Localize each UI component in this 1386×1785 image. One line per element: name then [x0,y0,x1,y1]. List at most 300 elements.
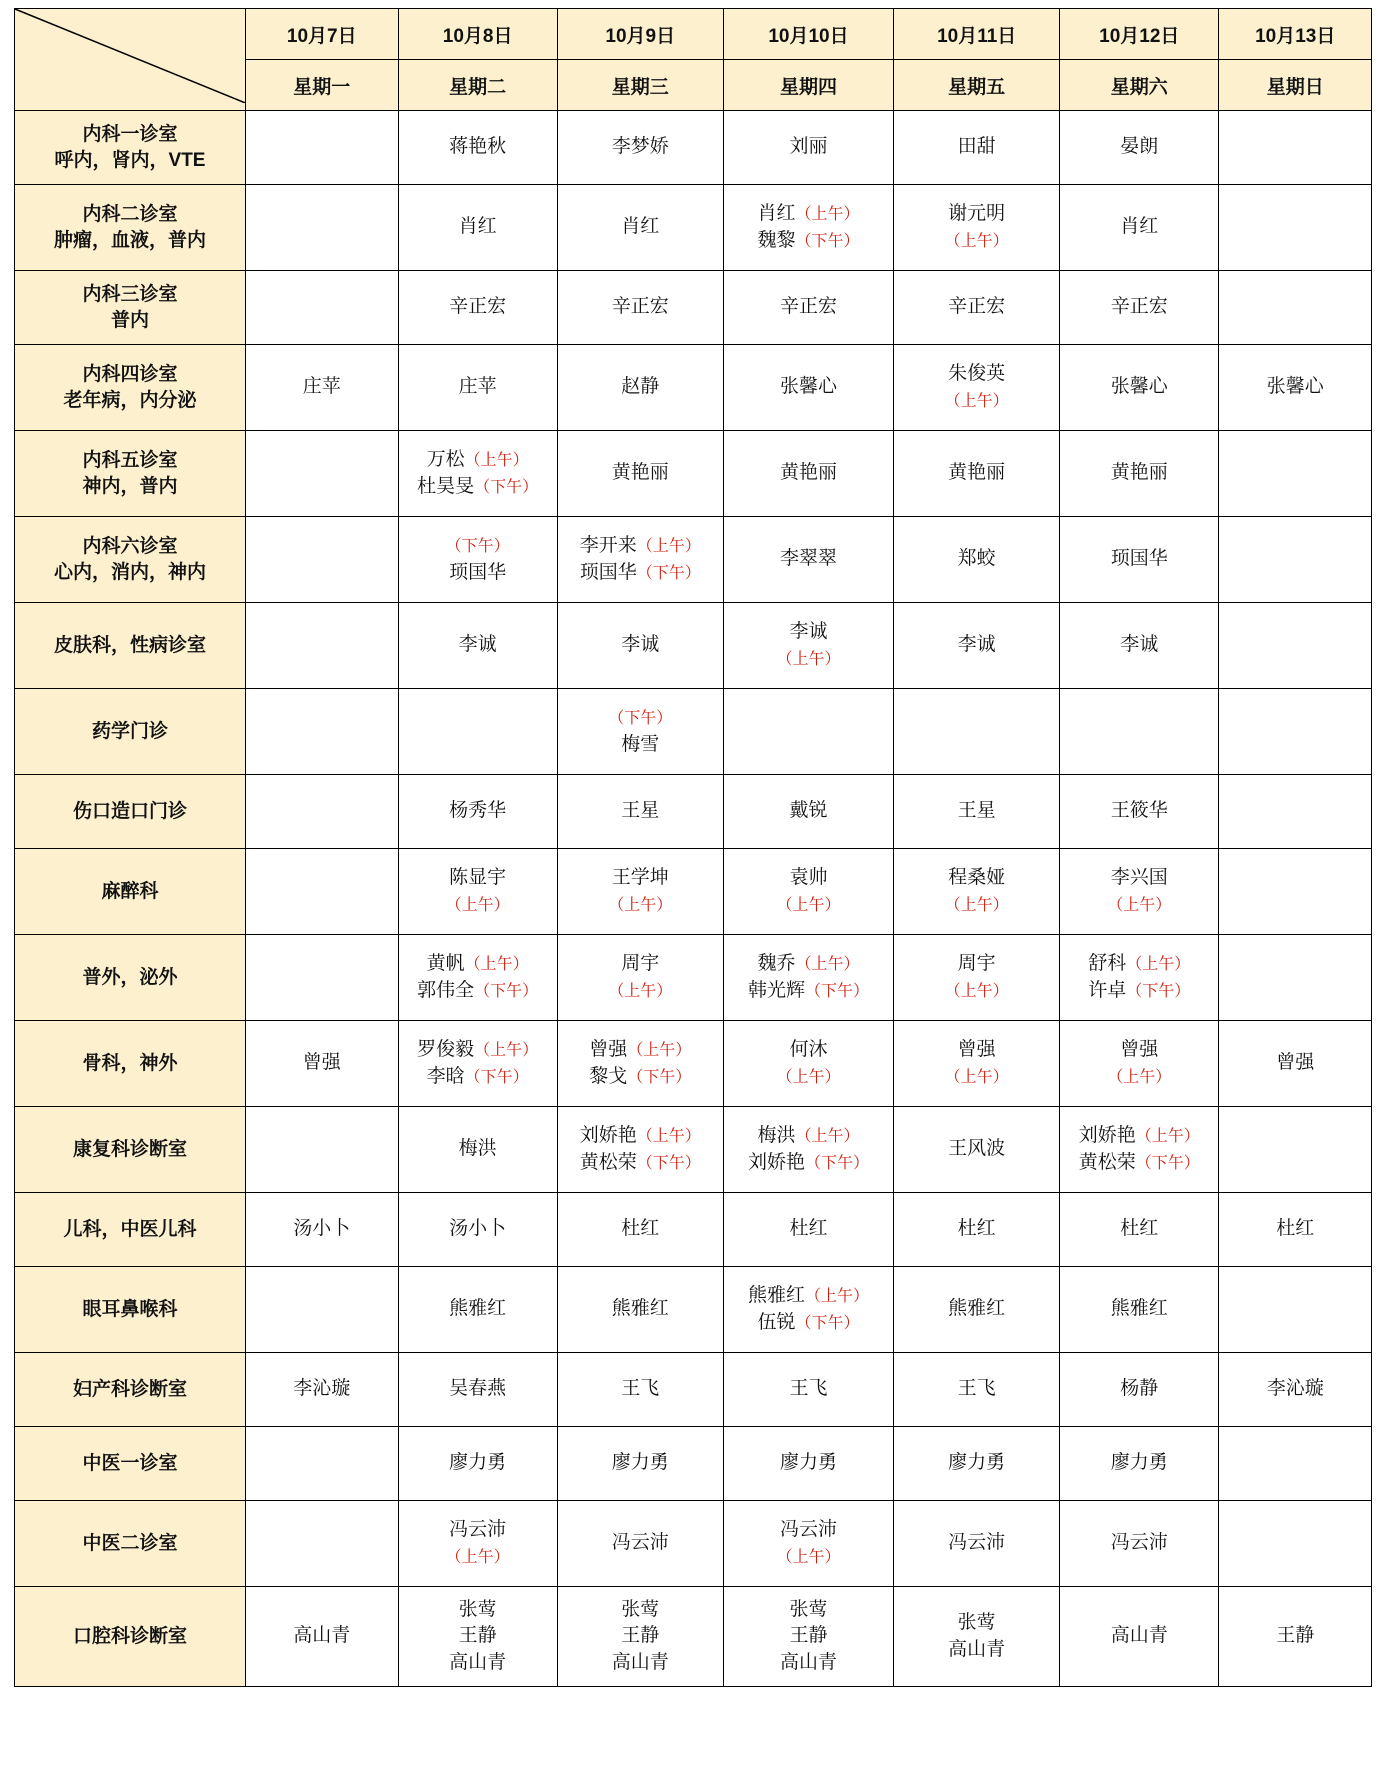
schedule-cell-r12-d5[interactable] [894,1021,1060,1107]
schedule-cell-r3-d1[interactable] [246,271,399,345]
diagonal-divider-line [15,9,245,103]
table-row [15,1193,1372,1267]
doctor-name: 李沁璇 [1266,1378,1324,1400]
schedule-cell-r12-d1[interactable] [246,1021,399,1107]
doctor-name: 许卓 [1088,979,1127,1001]
schedule-cell-r4-d3[interactable] [557,345,723,431]
schedule-cell-r11-d4[interactable] [723,935,893,1021]
schedule-entry [896,201,1057,227]
schedule-cell-r5-d1[interactable] [246,431,399,517]
schedule-cell-r7-d3[interactable] [557,603,723,689]
doctor-name: 梅洪 [757,1125,796,1147]
doctor-name: 李诚 [458,634,497,656]
schedule-cell-r7-d1[interactable] [246,603,399,689]
schedule-cell-r19-d7[interactable] [1219,1587,1372,1687]
doctor-name: 戴锐 [789,800,828,822]
schedule-cell-r3-d6[interactable] [1060,271,1219,345]
doctor-name: 肖红 [621,216,660,238]
header-weekday-7: 星期日 [1219,60,1372,111]
schedule-cell-r5-d5[interactable] [894,431,1060,517]
room-label-line2: 神内，普内 [82,475,178,497]
schedule-cell-r10-d4[interactable] [723,849,893,935]
schedule-cell-r14-d5[interactable] [894,1193,1060,1267]
doctor-name: 梅雪 [621,733,660,755]
schedule-cell-r9-d4[interactable] [723,775,893,849]
schedule-cell-r15-d3[interactable] [557,1267,723,1353]
morning-tag: （上午） [608,896,673,914]
schedule-cell-r16-d2[interactable] [398,1353,557,1427]
doctor-name: 曾强 [589,1039,628,1061]
doctor-name: 王风波 [948,1138,1006,1160]
doctor-name: 郑蛟 [957,548,996,570]
doctor-name: 熊雅红 [611,1298,669,1320]
schedule-cell-r9-d3[interactable] [557,775,723,849]
schedule-cell-r11-d5[interactable] [894,935,1060,1021]
morning-tag: （上午） [776,1548,841,1566]
doctor-name: 田甜 [957,136,996,158]
schedule-cell-r12-d4[interactable] [723,1021,893,1107]
schedule-cell-r10-d3[interactable] [557,849,723,935]
schedule-entry [726,294,891,320]
schedule-cell-r13-d4[interactable] [723,1107,893,1193]
schedule-entry [726,1450,891,1476]
schedule-entry [1062,1216,1216,1242]
schedule-cell-r11-d3[interactable] [557,935,723,1021]
doctor-name: 冯云沛 [948,1532,1006,1554]
table-row [15,935,1372,1021]
schedule-cell-r19-d1[interactable] [246,1587,399,1687]
doctor-name: 何沐 [789,1039,828,1061]
afternoon-tag: （下午） [1135,1154,1200,1172]
schedule-cell-r10-d2[interactable] [398,849,557,935]
schedule-entry [896,892,1057,918]
schedule-entry [401,374,555,400]
schedule-cell-r19-d5[interactable] [894,1587,1060,1687]
room-label-line1: 麻醉科 [101,880,159,902]
afternoon-tag: （下午） [627,1068,692,1086]
schedule-entry [1062,1150,1216,1176]
header-date-5: 10月11日 [894,9,1060,60]
schedule-entry [896,1637,1057,1663]
schedule-entry [1062,978,1216,1004]
schedule-entry [1062,1450,1216,1476]
schedule-cell-r5-d6[interactable] [1060,431,1219,517]
schedule-entry [896,632,1057,658]
schedule-cell-r16-d7[interactable] [1219,1353,1372,1427]
schedule-entry [560,865,721,891]
schedule-entry [1062,294,1216,320]
afternoon-tag: （下午） [608,710,673,728]
schedule-entry [896,951,1057,977]
schedule-cell-r4-d1[interactable] [246,345,399,431]
doctor-name: 陈显宇 [449,867,507,889]
schedule-cell-r9-d2[interactable] [398,775,557,849]
schedule-cell-r11-d2[interactable] [398,935,557,1021]
room-label-line1: 口腔科诊断室 [73,1625,188,1647]
schedule-entry [726,1216,891,1242]
schedule-cell-r5-d4[interactable] [723,431,893,517]
schedule-cell-r18-d7[interactable] [1219,1501,1372,1587]
schedule-entry [1221,374,1369,400]
afternoon-tag: （下午） [474,982,539,1000]
schedule-entry [401,1597,555,1623]
schedule-entry [401,1544,555,1570]
schedule-entry [896,1064,1057,1090]
schedule-cell-r17-d6[interactable] [1060,1427,1219,1501]
schedule-cell-r9-d1[interactable] [246,775,399,849]
doctor-name: 李晗 [426,1065,465,1087]
schedule-cell-r3-d7[interactable] [1219,271,1372,345]
schedule-entry [560,134,721,160]
schedule-entry [1062,892,1216,918]
doctor-name: 冯云沛 [779,1519,837,1541]
schedule-cell-r3-d4[interactable] [723,271,893,345]
doctor-name: 辛正宏 [779,296,837,318]
schedule-cell-r16-d3[interactable] [557,1353,723,1427]
schedule-cell-r15-d6[interactable] [1060,1267,1219,1353]
schedule-cell-r4-d5[interactable] [894,345,1060,431]
schedule-cell-r14-d3[interactable] [557,1193,723,1267]
doctor-name: 黄松荣 [579,1151,637,1173]
schedule-cell-r6-d7[interactable] [1219,517,1372,603]
doctor-name: 刘娇艳 [579,1125,637,1147]
table-row [15,1587,1372,1687]
schedule-cell-r18-d6[interactable] [1060,1501,1219,1587]
schedule-entry [896,1136,1057,1162]
schedule-cell-r1-d1[interactable] [246,111,399,185]
doctor-name: 韩光辉 [747,979,805,1001]
doctor-name: 刘娇艳 [1078,1125,1136,1147]
schedule-cell-r13-d7[interactable] [1219,1107,1372,1193]
schedule-cell-r2-d2[interactable] [398,185,557,271]
schedule-cell-r10-d6[interactable] [1060,849,1219,935]
room-label-line2: 老年病，内分泌 [63,389,197,411]
schedule-entry [560,374,721,400]
room-label-line2: 普内 [111,309,150,331]
doctor-name: 顼国华 [1110,548,1168,570]
schedule-entry [896,1037,1057,1063]
schedule-cell-r7-d4[interactable] [723,603,893,689]
doctor-name: 高山青 [1110,1625,1168,1647]
doctor-name: 黄艳丽 [611,462,669,484]
schedule-cell-r6-d6[interactable] [1060,517,1219,603]
schedule-cell-r1-d3[interactable] [557,111,723,185]
doctor-name: 汤小卜 [293,1218,351,1240]
doctor-name: 王飞 [957,1378,996,1400]
table-row [15,1021,1372,1107]
schedule-cell-r13-d6[interactable] [1060,1107,1219,1193]
schedule-cell-r17-d7[interactable] [1219,1427,1372,1501]
schedule-cell-r19-d6[interactable] [1060,1587,1219,1687]
doctor-name: 高山青 [779,1651,837,1673]
room-label-line1: 内科五诊室 [82,449,178,471]
doctor-name: 冯云沛 [449,1519,507,1541]
afternoon-tag: （下午） [795,1314,860,1332]
schedule-entry [560,705,721,731]
schedule-entry [726,1376,891,1402]
schedule-cell-r12-d7[interactable] [1219,1021,1372,1107]
room-label-10 [15,849,246,935]
room-label-line1: 中医一诊室 [82,1452,178,1474]
schedule-entry [1062,1123,1216,1149]
outpatient-schedule-table [14,8,1372,1687]
schedule-entry [401,1517,555,1543]
schedule-cell-r9-d7[interactable] [1219,775,1372,849]
schedule-cell-r8-d2[interactable] [398,689,557,775]
schedule-entry [1062,632,1216,658]
schedule-entry [896,1610,1057,1636]
schedule-cell-r4-d7[interactable] [1219,345,1372,431]
doctor-name: 王学坤 [611,867,669,889]
schedule-cell-r15-d1[interactable] [246,1267,399,1353]
schedule-entry [1221,1050,1369,1076]
doctor-name: 程桑娅 [948,867,1006,889]
schedule-cell-r10-d7[interactable] [1219,849,1372,935]
schedule-cell-r18-d2[interactable] [398,1501,557,1587]
schedule-cell-r5-d2[interactable] [398,431,557,517]
room-label-line2: 呼内，肾内，VTE [54,149,206,171]
schedule-cell-r7-d2[interactable] [398,603,557,689]
table-row [15,1267,1372,1353]
schedule-cell-r17-d1[interactable] [246,1427,399,1501]
afternoon-tag: （下午） [1126,982,1191,1000]
schedule-entry [1062,865,1216,891]
schedule-cell-r2-d1[interactable] [246,185,399,271]
schedule-cell-r1-d6[interactable] [1060,111,1219,185]
doctor-name: 廖力勇 [1110,1452,1168,1474]
doctor-name: 曾强 [1120,1039,1159,1061]
doctor-name: 曾强 [302,1052,341,1074]
room-label-1 [15,111,246,185]
schedule-entry [726,1650,891,1676]
schedule-cell-r13-d3[interactable] [557,1107,723,1193]
schedule-cell-r7-d6[interactable] [1060,603,1219,689]
table-row [15,849,1372,935]
schedule-entry [560,1376,721,1402]
doctor-name: 李梦娇 [611,136,669,158]
schedule-entry [560,294,721,320]
schedule-cell-r7-d7[interactable] [1219,603,1372,689]
schedule-cell-r2-d7[interactable] [1219,185,1372,271]
doctor-name: 周宇 [957,953,996,975]
schedule-cell-r8-d4[interactable] [723,689,893,775]
schedule-cell-r16-d4[interactable] [723,1353,893,1427]
schedule-cell-r2-d5[interactable] [894,185,1060,271]
schedule-cell-r1-d2[interactable] [398,111,557,185]
schedule-cell-r8-d6[interactable] [1060,689,1219,775]
schedule-cell-r17-d2[interactable] [398,1427,557,1501]
header-date-6: 10月12日 [1060,9,1219,60]
doctor-name: 杨静 [1120,1378,1159,1400]
schedule-cell-r2-d3[interactable] [557,185,723,271]
schedule-cell-r16-d5[interactable] [894,1353,1060,1427]
schedule-cell-r16-d1[interactable] [246,1353,399,1427]
schedule-cell-r13-d1[interactable] [246,1107,399,1193]
schedule-entry [726,1597,891,1623]
table-row [15,185,1372,271]
schedule-cell-r4-d6[interactable] [1060,345,1219,431]
room-label-line1: 内科二诊室 [82,203,178,225]
schedule-cell-r14-d7[interactable] [1219,1193,1372,1267]
schedule-cell-r8-d3[interactable] [557,689,723,775]
header-date-2: 10月8日 [398,9,557,60]
doctor-name: 熊雅红 [449,1298,507,1320]
room-label-4 [15,345,246,431]
room-label-line1: 康复科诊断室 [73,1138,188,1160]
schedule-cell-r11-d7[interactable] [1219,935,1372,1021]
schedule-cell-r8-d7[interactable] [1219,689,1372,775]
doctor-name: 王静 [1276,1625,1315,1647]
afternoon-tag: （下午） [804,1154,869,1172]
schedule-cell-r2-d4[interactable] [723,185,893,271]
schedule-cell-r15-d4[interactable] [723,1267,893,1353]
schedule-cell-r17-d3[interactable] [557,1427,723,1501]
schedule-cell-r6-d5[interactable] [894,517,1060,603]
schedule-cell-r2-d6[interactable] [1060,185,1219,271]
room-label-3 [15,271,246,345]
schedule-cell-r3-d5[interactable] [894,271,1060,345]
schedule-cell-r9-d6[interactable] [1060,775,1219,849]
schedule-cell-r14-d1[interactable] [246,1193,399,1267]
doctor-name: 杜昊旻 [417,475,475,497]
schedule-cell-r11-d6[interactable] [1060,935,1219,1021]
schedule-cell-r19-d3[interactable] [557,1587,723,1687]
schedule-cell-r5-d7[interactable] [1219,431,1372,517]
doctor-name: 李开来 [579,535,637,557]
schedule-entry [248,1050,396,1076]
schedule-entry [401,560,555,586]
doctor-name: 王筱华 [1110,800,1168,822]
schedule-cell-r10-d5[interactable] [894,849,1060,935]
schedule-cell-r4-d4[interactable] [723,345,893,431]
doctor-name: 廖力勇 [449,1452,507,1474]
schedule-entry [1221,1376,1369,1402]
schedule-cell-r17-d4[interactable] [723,1427,893,1501]
schedule-cell-r12-d2[interactable] [398,1021,557,1107]
schedule-cell-r1-d5[interactable] [894,111,1060,185]
doctor-name: 肖红 [1120,216,1159,238]
morning-tag: （上午） [944,1068,1009,1086]
schedule-cell-r14-d2[interactable] [398,1193,557,1267]
schedule-entry [726,1623,891,1649]
schedule-cell-r4-d2[interactable] [398,345,557,431]
schedule-entry [401,533,555,559]
table-row [15,689,1372,775]
room-label-line2: 肿瘤，血液，普内 [54,229,207,251]
schedule-cell-r15-d7[interactable] [1219,1267,1372,1353]
morning-tag: （上午） [944,896,1009,914]
schedule-cell-r6-d1[interactable] [246,517,399,603]
schedule-cell-r14-d6[interactable] [1060,1193,1219,1267]
schedule-cell-r18-d3[interactable] [557,1501,723,1587]
schedule-cell-r12-d6[interactable] [1060,1021,1219,1107]
morning-tag: （上午） [1107,896,1172,914]
schedule-cell-r6-d3[interactable] [557,517,723,603]
schedule-entry [560,1123,721,1149]
doctor-name: 王静 [621,1625,660,1647]
schedule-cell-r1-d7[interactable] [1219,111,1372,185]
doctor-name: 李翠翠 [779,548,837,570]
schedule-cell-r19-d4[interactable] [723,1587,893,1687]
room-label-line1: 内科六诊室 [82,535,178,557]
afternoon-tag: （下午） [474,478,539,496]
schedule-entry [560,1450,721,1476]
room-label-16 [15,1353,246,1427]
doctor-name: 李沁璇 [293,1378,351,1400]
doctor-name: 杜红 [1120,1218,1159,1240]
schedule-cell-r1-d4[interactable] [723,111,893,185]
schedule-cell-r14-d4[interactable] [723,1193,893,1267]
schedule-cell-r10-d1[interactable] [246,849,399,935]
schedule-cell-r3-d3[interactable] [557,271,723,345]
doctor-name: 李诚 [789,621,828,643]
afternoon-tag: （下午） [795,232,860,250]
doctor-name: 黄帆 [426,953,465,975]
schedule-cell-r8-d5[interactable] [894,689,1060,775]
room-label-9 [15,775,246,849]
doctor-name: 顼国华 [449,561,507,583]
schedule-cell-r6-d4[interactable] [723,517,893,603]
schedule-entry [1062,1376,1216,1402]
schedule-cell-r13-d5[interactable] [894,1107,1060,1193]
schedule-cell-r15-d2[interactable] [398,1267,557,1353]
schedule-cell-r5-d3[interactable] [557,431,723,517]
schedule-entry [726,865,891,891]
morning-tag: （上午） [627,1042,692,1060]
schedule-entry [401,1037,555,1063]
schedule-entry [401,294,555,320]
schedule-cell-r19-d2[interactable] [398,1587,557,1687]
schedule-entry [560,214,721,240]
schedule-cell-r16-d6[interactable] [1060,1353,1219,1427]
schedule-entry [401,865,555,891]
morning-tag: （上午） [608,982,673,1000]
morning-tag: （上午） [474,1042,539,1060]
doctor-name: 张馨心 [1266,376,1324,398]
morning-tag: （上午） [445,896,510,914]
schedule-cell-r12-d3[interactable] [557,1021,723,1107]
schedule-entry [896,798,1057,824]
morning-tag: （上午） [944,232,1009,250]
schedule-entry [560,798,721,824]
schedule-cell-r9-d5[interactable] [894,775,1060,849]
schedule-cell-r17-d5[interactable] [894,1427,1060,1501]
schedule-cell-r6-d2[interactable] [398,517,557,603]
schedule-cell-r18-d5[interactable] [894,1501,1060,1587]
schedule-cell-r7-d5[interactable] [894,603,1060,689]
schedule-entry [401,951,555,977]
header-date-3: 10月9日 [557,9,723,60]
doctor-name: 黄松荣 [1078,1151,1136,1173]
schedule-entry [896,361,1057,387]
table-row [15,603,1372,689]
schedule-cell-r11-d1[interactable] [246,935,399,1021]
morning-tag: （上午） [1135,1128,1200,1146]
schedule-entry [401,214,555,240]
room-label-14 [15,1193,246,1267]
schedule-cell-r15-d5[interactable] [894,1267,1060,1353]
morning-tag: （上午） [445,1548,510,1566]
schedule-cell-r18-d4[interactable] [723,1501,893,1587]
schedule-cell-r8-d1[interactable] [246,689,399,775]
schedule-entry [401,1376,555,1402]
schedule-cell-r13-d2[interactable] [398,1107,557,1193]
doctor-name: 张莺 [621,1599,660,1621]
morning-tag: （上午） [1107,1068,1172,1086]
doctor-name: 高山青 [948,1638,1006,1660]
schedule-cell-r3-d2[interactable] [398,271,557,345]
schedule-cell-r18-d1[interactable] [246,1501,399,1587]
